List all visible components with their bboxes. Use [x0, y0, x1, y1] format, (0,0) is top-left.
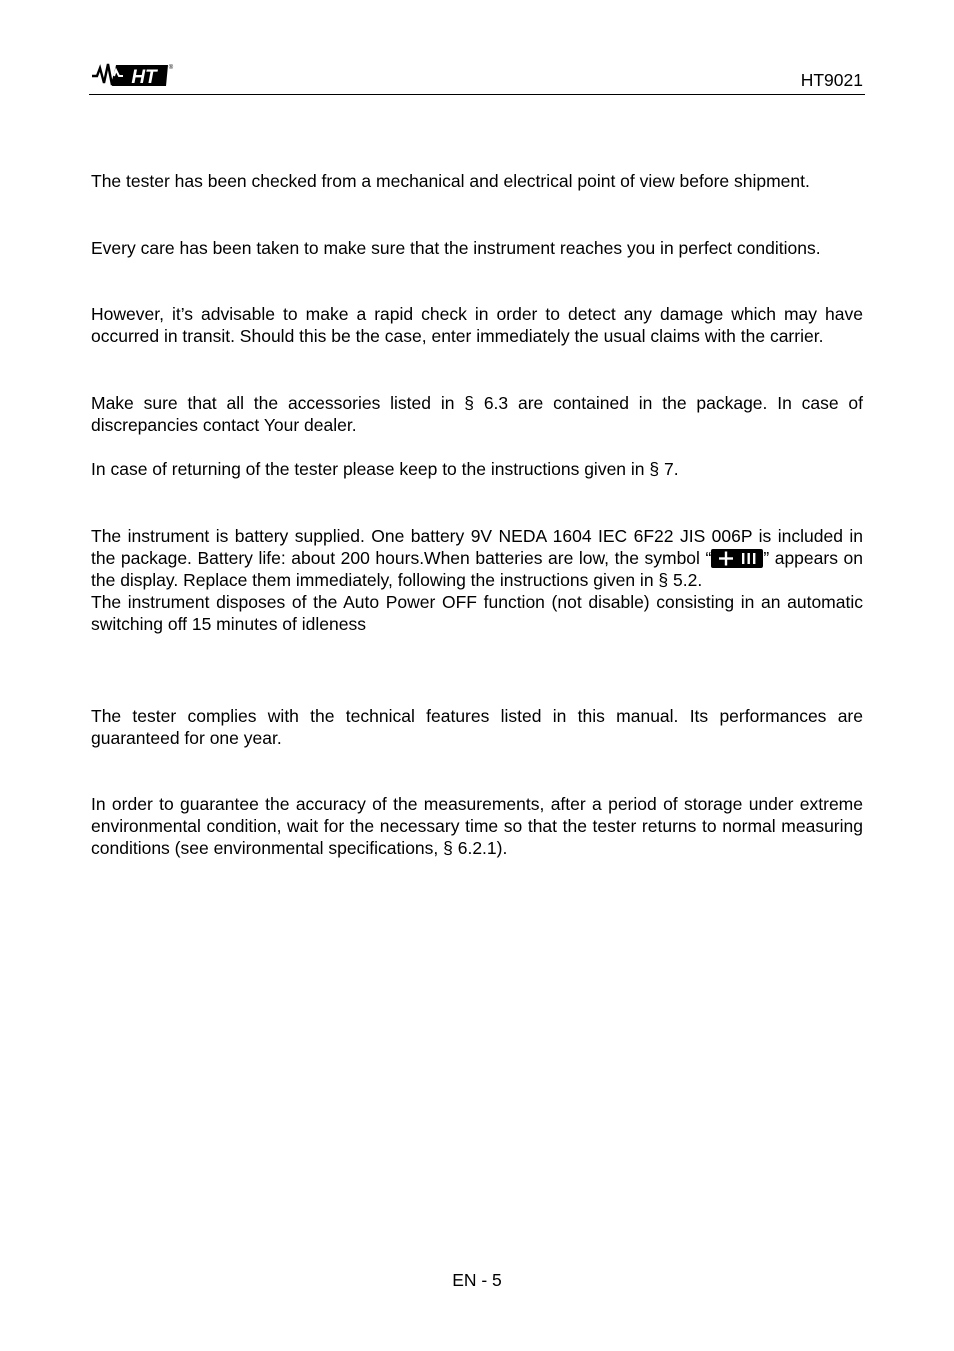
paragraph-storage: In order to guarantee the accuracy of the measurements, after a period of storage under extreme environmental condition, wait for the necessary time so that the tester returns to normal measuring conditions (see environmental specifications, § 6.2.1).: [91, 794, 863, 858]
ht-logo: [92, 61, 174, 89]
returning-section: [91, 458, 863, 480]
page-number: EN - 5: [452, 1270, 502, 1290]
paragraph-auto-power-off: The instrument disposes of the Auto Power OFF function (not disable) consisting in an automatic switching off 15 minutes of idleness: [91, 592, 863, 634]
accessories-section: [91, 392, 863, 436]
model-number: HT9021: [800, 70, 863, 90]
inspection-section: [91, 170, 863, 192]
battery-low-icon: [711, 549, 763, 568]
battery-text-after: ” appears on the display. Replace them immediately, following the instructions given in § 5.2.: [91, 548, 863, 590]
paragraph-battery: [91, 525, 863, 591]
paragraph-warranty: The tester complies with the technical features listed in this manual. Its performances are guaranteed for one year.: [91, 706, 863, 748]
power-supply-section: [91, 525, 863, 635]
paragraph-returning: In case of returning of the tester please keep to the instructions given in § 7.: [91, 459, 679, 479]
logo-registered-mark: ®: [168, 65, 174, 71]
paragraph-checked: The tester has been checked from a mechanical and electrical point of view before shipment.: [91, 171, 810, 191]
storage-section: [91, 793, 863, 859]
paragraph-care: Every care has been taken to make sure that the instrument reaches you in perfect conditions.: [91, 238, 821, 258]
calibration-section: [91, 705, 863, 749]
care-section: [91, 237, 863, 259]
header-rule: [89, 94, 865, 95]
logo-text: HT: [131, 67, 157, 88]
paragraph-accessories: Make sure that all the accessories listed in § 6.3 are contained in the package. In case of discrepancies contact Your dealer.: [91, 393, 863, 435]
battery-text-before: The instrument is battery supplied. One battery 9V NEDA 1604 IEC 6F22 JIS 006P is included in the package. Battery life: about 200 hours.When batteries are low, the symbol “: [91, 526, 863, 568]
paragraph-damage: However, it’s advisable to make a rapid check in order to detect any damage which may have occurred in transit. Should this be the case, enter immediately the usual claims with the carrier.: [91, 304, 863, 346]
damage-section: [91, 303, 863, 347]
ht-logo-icon: [92, 61, 174, 89]
